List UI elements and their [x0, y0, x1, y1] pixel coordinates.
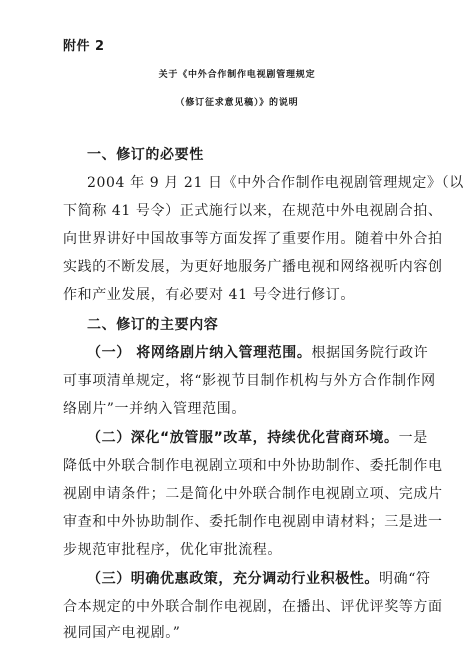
item-3-line: 合本规定的中外联合制作电视剧，在播出、评优评奖等方面: [63, 599, 443, 615]
item-1-first-line: [87, 344, 428, 362]
item-1-line: 可事项清单规定，将“影视节目制作机构与外方合作制作网: [63, 373, 436, 389]
item-3-first-rest: 明确“符: [379, 571, 431, 587]
item-2-first-line: [87, 429, 428, 447]
item-2-line: 降低中外联合制作电视剧立项和中外协助制作、委托制作电: [63, 458, 443, 474]
item-3-first-line: [87, 570, 431, 588]
item-3-lead: （三）明确优惠政策，充分调动行业积极性。: [87, 571, 379, 587]
section-1-line: 2004 年 9 月 21 日《中外合作制作电视剧管理规定》（以: [87, 175, 464, 191]
item-2-line: 视剧申请条件；二是简化中外联合制作电视剧立项、完成片: [63, 486, 443, 502]
document-title-line-1: 关于《中外合作制作电视剧管理规定: [158, 70, 316, 80]
section-2-heading: 二、修订的主要内容: [87, 317, 219, 333]
item-2-line: 审查和中外协助制作、委托制作电视剧申请材料；三是进一: [63, 514, 443, 530]
attachment-label: 附件 2: [63, 39, 105, 54]
document-title-line-2: （修订征求意见稿）》的说明: [175, 98, 299, 108]
item-1-first-rest: 根据国务院行政许: [311, 345, 429, 361]
section-1-line: 向世界讲好中国故事等方面发挥了重要作用。随着中外合拍: [63, 231, 443, 247]
item-2-lead: （二）深化“放管服”改革，持续优化营商环境。: [87, 430, 399, 446]
item-3-line: 视同国产电视剧。”: [63, 625, 181, 641]
section-1-line: 下简称 41 号令）正式施行以来，在规范中外电视剧合拍、: [63, 203, 443, 219]
item-1-lead: （一） 将网络剧片纳入管理范围。: [87, 345, 312, 361]
item-1-line: 络剧片”一并纳入管理范围。: [63, 401, 246, 417]
item-2-first-rest: 一是: [398, 430, 428, 446]
section-1-line: 作和产业发展，有必要对 41 号令进行修订。: [63, 287, 355, 303]
item-2-line: 步规范审批程序，优化审批流程。: [63, 542, 282, 558]
section-1-line: 实践的不断发展，为更好地服务广播电视和网络视听内容创: [63, 259, 443, 275]
section-1-heading: 一、修订的必要性: [87, 147, 204, 163]
